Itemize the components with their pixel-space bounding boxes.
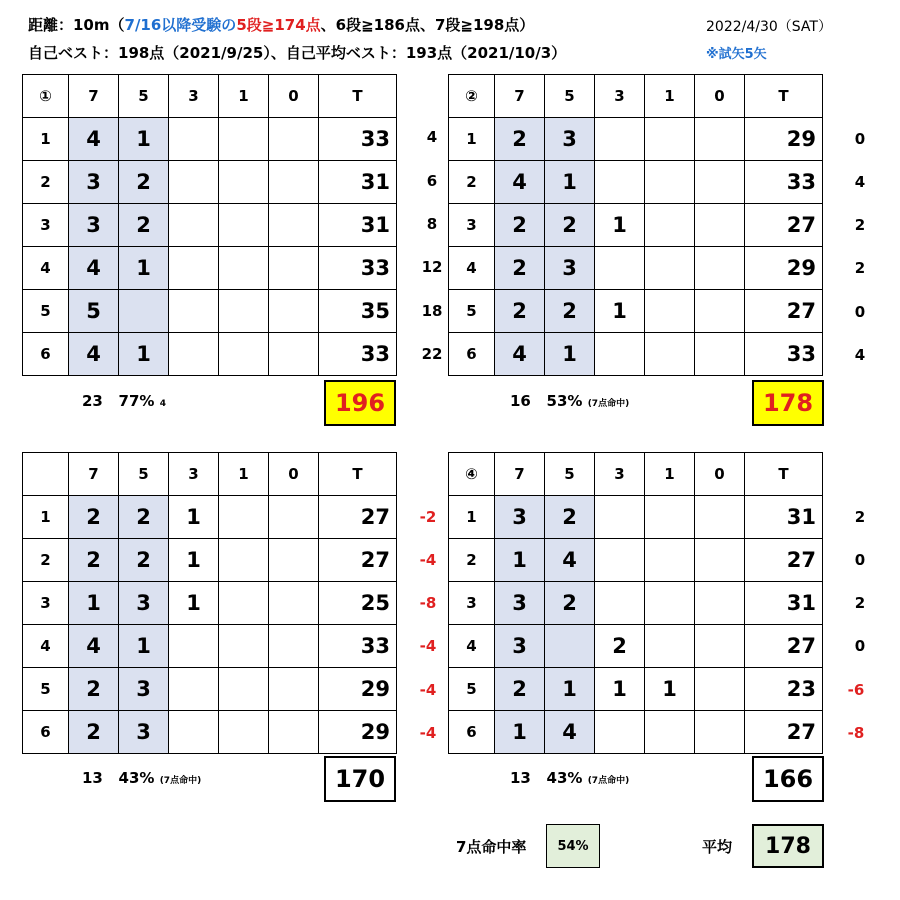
cell-0 [269, 582, 319, 625]
hit-count: 13 [82, 769, 103, 787]
cell-total: 33 [319, 247, 397, 290]
hit-summary [510, 769, 629, 787]
table-row [449, 582, 823, 625]
cell-1 [219, 539, 269, 582]
cell-0 [695, 582, 745, 625]
cell-0 [695, 496, 745, 539]
distance-text: 距離：10m（ [28, 16, 125, 34]
score-table-4 [448, 452, 823, 754]
row-number: 6 [23, 333, 69, 376]
table-row [23, 247, 397, 290]
cell-3 [595, 496, 645, 539]
cell-5: 2 [545, 290, 595, 333]
round-label: ② [449, 75, 495, 118]
side-value: 0 [854, 303, 866, 321]
col-7: 7 [495, 453, 545, 496]
side-value: 0 [854, 637, 866, 655]
hit-count: 23 [82, 392, 103, 410]
table-row [449, 118, 823, 161]
cell-1 [645, 118, 695, 161]
row-number: 4 [449, 247, 495, 290]
cell-0 [695, 711, 745, 754]
row-number: 6 [449, 711, 495, 754]
cell-3 [169, 711, 219, 754]
average-value: 178 [752, 824, 824, 868]
col-0: 0 [695, 75, 745, 118]
table-row [23, 161, 397, 204]
round-total: 166 [752, 756, 824, 802]
cell-1 [645, 539, 695, 582]
hit-rate-note: (7点命中) [159, 776, 202, 786]
cell-total: 29 [745, 247, 823, 290]
cell-total: 23 [745, 668, 823, 711]
col-0: 0 [269, 75, 319, 118]
cell-0 [695, 668, 745, 711]
cell-5: 1 [119, 333, 169, 376]
cell-7: 3 [69, 204, 119, 247]
side-value: -4 [419, 637, 437, 655]
personal-best-line: 自己ベスト：198点（2021/9/25）、自己平均ベスト：193点（2021/10/3） [28, 44, 567, 62]
side-value: 2 [854, 594, 866, 612]
cell-7: 2 [495, 247, 545, 290]
cell-5 [545, 625, 595, 668]
hit-summary [510, 392, 629, 410]
cell-3: 1 [595, 668, 645, 711]
side-value: -6 [847, 681, 865, 699]
cell-5: 2 [119, 496, 169, 539]
col-total: T [745, 453, 823, 496]
cell-total: 27 [745, 625, 823, 668]
table-row [449, 247, 823, 290]
cell-0 [269, 161, 319, 204]
cell-3 [595, 711, 645, 754]
cell-0 [269, 333, 319, 376]
round-total: 178 [752, 380, 824, 426]
round-total: 196 [324, 380, 396, 426]
cell-total: 33 [319, 118, 397, 161]
cell-0 [269, 668, 319, 711]
cell-5: 2 [545, 496, 595, 539]
cell-3 [595, 118, 645, 161]
col-5: 5 [119, 453, 169, 496]
cell-7: 3 [495, 496, 545, 539]
cell-5: 2 [545, 582, 595, 625]
cell-3 [169, 668, 219, 711]
cell-3 [169, 290, 219, 333]
row-number: 4 [23, 625, 69, 668]
cell-1 [219, 496, 269, 539]
row-number: 2 [23, 539, 69, 582]
cell-1 [645, 161, 695, 204]
col-1: 1 [219, 75, 269, 118]
cell-5: 1 [119, 118, 169, 161]
hit-rate-label: 7点命中率 [456, 838, 527, 856]
cell-5: 1 [119, 625, 169, 668]
cell-5: 2 [119, 539, 169, 582]
cell-0 [269, 539, 319, 582]
table-row [23, 118, 397, 161]
cell-1 [645, 204, 695, 247]
cell-5: 2 [119, 204, 169, 247]
cell-5: 4 [545, 711, 595, 754]
cell-7: 2 [495, 118, 545, 161]
cell-7: 4 [69, 625, 119, 668]
cell-0 [695, 204, 745, 247]
side-value: 8 [426, 215, 438, 233]
cell-total: 33 [319, 625, 397, 668]
row-number: 6 [449, 333, 495, 376]
cell-7: 2 [69, 496, 119, 539]
cell-7: 3 [495, 582, 545, 625]
table-row [449, 496, 823, 539]
side-value: 0 [854, 551, 866, 569]
cell-1 [645, 625, 695, 668]
cell-7: 2 [495, 290, 545, 333]
table-row [23, 711, 397, 754]
cell-5: 1 [545, 161, 595, 204]
cell-0 [269, 290, 319, 333]
cell-total: 27 [319, 539, 397, 582]
side-value: 4 [854, 173, 866, 191]
cell-5: 1 [545, 668, 595, 711]
col-3: 3 [169, 453, 219, 496]
col-1: 1 [645, 453, 695, 496]
dan-criteria: 、6段≧186点、7段≧198点） [320, 16, 535, 34]
cell-5: 2 [545, 204, 595, 247]
cell-total: 27 [745, 539, 823, 582]
cell-total: 27 [745, 711, 823, 754]
col-0: 0 [269, 453, 319, 496]
cell-total: 31 [319, 204, 397, 247]
cell-1 [219, 711, 269, 754]
table-row [23, 668, 397, 711]
cell-1 [645, 582, 695, 625]
cell-7: 1 [495, 539, 545, 582]
cell-7: 2 [69, 668, 119, 711]
col-total: T [319, 75, 397, 118]
score-table-1 [22, 74, 397, 376]
cell-7: 4 [69, 247, 119, 290]
row-number: 2 [449, 539, 495, 582]
hit-count: 13 [510, 769, 531, 787]
round-label: ④ [449, 453, 495, 496]
cell-3 [169, 333, 219, 376]
table-row [449, 539, 823, 582]
row-number: 3 [23, 582, 69, 625]
cell-5 [119, 290, 169, 333]
row-number: 5 [449, 290, 495, 333]
cell-total: 25 [319, 582, 397, 625]
table-row [23, 333, 397, 376]
cell-total: 31 [745, 582, 823, 625]
row-number: 3 [23, 204, 69, 247]
cell-1 [645, 711, 695, 754]
cell-3 [595, 539, 645, 582]
cell-total: 29 [319, 711, 397, 754]
hit-count: 16 [510, 392, 531, 410]
cell-1 [219, 333, 269, 376]
hit-rate: 43% [546, 769, 583, 787]
cell-5: 3 [119, 582, 169, 625]
score-table-3 [22, 452, 397, 754]
row-number: 2 [449, 161, 495, 204]
cell-7: 4 [495, 161, 545, 204]
cell-0 [695, 161, 745, 204]
cell-3 [595, 247, 645, 290]
cell-1 [219, 625, 269, 668]
cell-0 [695, 247, 745, 290]
cell-7: 4 [69, 118, 119, 161]
side-value: 2 [854, 259, 866, 277]
cell-0 [269, 711, 319, 754]
cell-total: 31 [319, 161, 397, 204]
row-number: 1 [449, 118, 495, 161]
row-number: 1 [449, 496, 495, 539]
score-table-2 [448, 74, 823, 376]
col-total: T [319, 453, 397, 496]
col-1: 1 [645, 75, 695, 118]
side-value: -8 [419, 594, 437, 612]
table-row [23, 496, 397, 539]
hit-rate: 77% [118, 392, 155, 410]
cell-0 [269, 204, 319, 247]
row-number: 4 [23, 247, 69, 290]
hit-rate-note: 4 [159, 399, 166, 409]
col-3: 3 [595, 453, 645, 496]
row-number: 1 [23, 118, 69, 161]
cell-5: 3 [545, 118, 595, 161]
hit-rate: 43% [118, 769, 155, 787]
col-5: 5 [119, 75, 169, 118]
table-row [449, 668, 823, 711]
table-row [23, 204, 397, 247]
hit-summary [82, 392, 166, 410]
cell-total: 29 [745, 118, 823, 161]
side-value: 0 [854, 130, 866, 148]
average-label: 平均 [702, 838, 733, 856]
cell-3: 1 [169, 539, 219, 582]
cell-5: 3 [545, 247, 595, 290]
session-date: 2022/4/30（SAT） [706, 19, 832, 35]
side-value: 18 [421, 302, 443, 320]
cell-3: 1 [595, 204, 645, 247]
cell-1 [219, 204, 269, 247]
side-value: 22 [421, 345, 443, 363]
cell-3 [169, 625, 219, 668]
round-label: ① [23, 75, 69, 118]
cell-total: 35 [319, 290, 397, 333]
cell-1 [645, 290, 695, 333]
col-5: 5 [545, 453, 595, 496]
distance-line [28, 14, 534, 35]
cell-5: 2 [119, 161, 169, 204]
table-row [23, 625, 397, 668]
side-value: -4 [419, 724, 437, 742]
side-value: 4 [854, 346, 866, 364]
cell-7: 1 [69, 582, 119, 625]
col-3: 3 [169, 75, 219, 118]
col-7: 7 [69, 453, 119, 496]
cell-0 [269, 496, 319, 539]
cell-5: 3 [119, 668, 169, 711]
side-value: 2 [854, 216, 866, 234]
cell-total: 27 [319, 496, 397, 539]
cell-1 [645, 333, 695, 376]
side-value: -4 [419, 551, 437, 569]
cell-7: 2 [69, 539, 119, 582]
col-1: 1 [219, 453, 269, 496]
side-value: -2 [419, 508, 437, 526]
row-number: 4 [449, 625, 495, 668]
cell-total: 31 [745, 496, 823, 539]
side-value: 4 [426, 128, 438, 146]
table-row [23, 539, 397, 582]
cell-5: 1 [545, 333, 595, 376]
cell-7: 3 [69, 161, 119, 204]
table-row [23, 582, 397, 625]
cell-total: 33 [319, 333, 397, 376]
side-value: 12 [421, 258, 443, 276]
dan5-criterion: 5段≧174点 [236, 16, 321, 34]
col-7: 7 [69, 75, 119, 118]
hit-rate-note: (7点命中) [587, 776, 630, 786]
row-number: 1 [23, 496, 69, 539]
cell-0 [695, 290, 745, 333]
cell-3: 1 [169, 496, 219, 539]
cell-1 [219, 290, 269, 333]
cell-total: 33 [745, 333, 823, 376]
cell-7: 5 [69, 290, 119, 333]
col-3: 3 [595, 75, 645, 118]
cell-1 [645, 496, 695, 539]
side-value: 2 [854, 508, 866, 526]
table-row [449, 711, 823, 754]
table-row [449, 625, 823, 668]
cell-3 [595, 161, 645, 204]
cell-5: 1 [119, 247, 169, 290]
col-5: 5 [545, 75, 595, 118]
cell-3 [169, 161, 219, 204]
cell-1: 1 [645, 668, 695, 711]
round-total: 170 [324, 756, 396, 802]
cell-0 [269, 247, 319, 290]
side-value: -4 [419, 681, 437, 699]
cell-5: 3 [119, 711, 169, 754]
cell-3 [169, 118, 219, 161]
cell-7: 4 [495, 333, 545, 376]
cell-3 [169, 247, 219, 290]
col-7: 7 [495, 75, 545, 118]
table-row [449, 204, 823, 247]
row-number: 3 [449, 204, 495, 247]
cell-total: 27 [745, 204, 823, 247]
cell-0 [695, 625, 745, 668]
cell-0 [695, 118, 745, 161]
cell-1 [645, 247, 695, 290]
cell-7: 2 [495, 668, 545, 711]
cell-total: 27 [745, 290, 823, 333]
row-number: 2 [23, 161, 69, 204]
side-value: -8 [847, 724, 865, 742]
hit-summary [82, 769, 201, 787]
row-number: 5 [449, 668, 495, 711]
cell-1 [219, 118, 269, 161]
cell-1 [219, 161, 269, 204]
cell-0 [695, 333, 745, 376]
col-total: T [745, 75, 823, 118]
cell-7: 1 [495, 711, 545, 754]
cell-1 [219, 247, 269, 290]
cell-7: 2 [69, 711, 119, 754]
cell-3 [595, 333, 645, 376]
col-0: 0 [695, 453, 745, 496]
table-row [449, 161, 823, 204]
cell-total: 33 [745, 161, 823, 204]
cell-3: 1 [169, 582, 219, 625]
hit-rate-note: (7点命中) [587, 399, 630, 409]
table-row [23, 290, 397, 333]
cell-0 [269, 118, 319, 161]
trial-arrows-note: ※試矢5矢 [706, 47, 767, 62]
cell-3 [595, 582, 645, 625]
cell-total: 29 [319, 668, 397, 711]
table-row [449, 333, 823, 376]
cell-3 [169, 204, 219, 247]
row-number: 5 [23, 668, 69, 711]
hit-rate-value: 54% [546, 824, 600, 868]
round-label [23, 453, 69, 496]
exam-date-note: 7/16以降受験の [124, 16, 237, 34]
cell-0 [269, 625, 319, 668]
cell-0 [695, 539, 745, 582]
cell-3: 1 [595, 290, 645, 333]
cell-3: 2 [595, 625, 645, 668]
row-number: 3 [449, 582, 495, 625]
side-value: 6 [426, 172, 438, 190]
row-number: 6 [23, 711, 69, 754]
cell-5: 4 [545, 539, 595, 582]
cell-7: 3 [495, 625, 545, 668]
cell-1 [219, 582, 269, 625]
hit-rate: 53% [546, 392, 583, 410]
cell-7: 4 [69, 333, 119, 376]
cell-1 [219, 668, 269, 711]
table-row [449, 290, 823, 333]
cell-7: 2 [495, 204, 545, 247]
row-number: 5 [23, 290, 69, 333]
